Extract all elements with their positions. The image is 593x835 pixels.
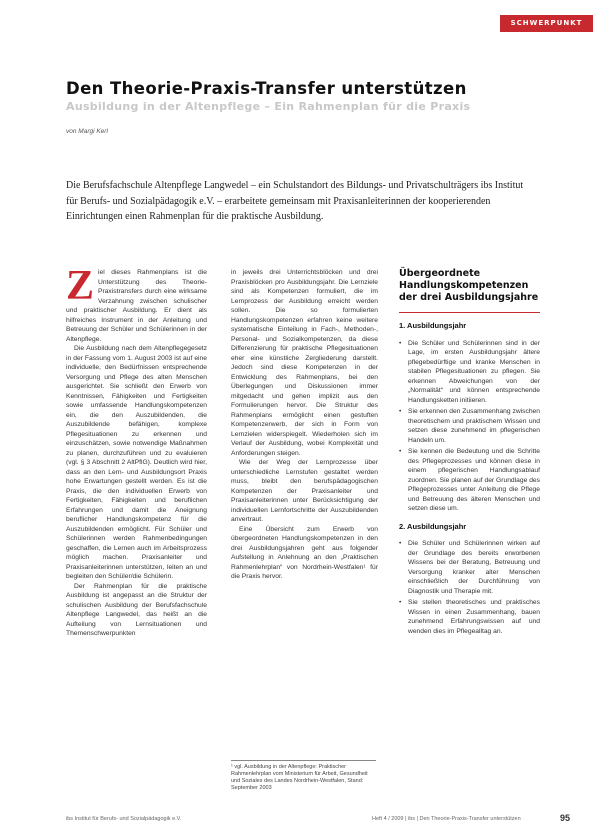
year-1-heading: 1. Ausbildungsjahr	[399, 321, 467, 330]
paragraph: Wie der Weg der Lernprozesse über unterschiedliche Lernstufen gestaltet werden muss, bleibt den berufspädagogischen Kompetenzen der Praxisanleiter und Praxisanleiterinnen unter Berücksichtigung der individuellen Lernfortschritte der Auszubildenden anvertraut.	[231, 459, 378, 523]
box-title: Übergeordnete Handlungskompetenzen der drei Ausbildungsjahre	[399, 268, 539, 303]
list-item: • Sie kennen die Bedeutung und die Schritte des Pflegeprozesses und können diese in einem pflegerischen Handlungsablauf zuordnen. Sie planen auf der Grundlage des Pflegeprozesses unter Anleitung die Pflege und Betreuung des älteren Menschen und setzen diese um.	[408, 447, 540, 514]
paragraph: Die Ausbildung nach dem Altenpflegegesetz in der Fassung vom 1. August 2003 ist auf eine individuelle, den Bedürfnissen entsprechende Versorgung und Pflege des alten Menschen ausgerichtet. Sie schließt den Erwerb von Kenntnissen, Fähigkeiten und Fertigkeiten sowie umfassende Handlungskompetenzen ein, die den Auszubildenden, die Auszubildende befähigen, komplexe Pflegesituationen zu erkennen und einzuschätzen, sowie notwendige Maßnahmen zu planen, durchzuführen und zu evaluieren (vgl. § 3 Abschnitt 2 AltPflG). Deutlich wird hier, dass an den Lern- und Ausbildungsort Praxis hohe Erwartungen gestellt werden. Es ist die Praxis, die den individuellen Erwerb von Fertigkeiten, Fähigkeiten und beruflichen Erfahrungen und damit die Aneignung beruflicher Handlungskompetenz für die Auszubildenden ermöglicht. Für Schüler und Schülerinnen werden Rahmenbedingungen geschaffen, die Lernen auch im Arbeitsprozess möglich machen. Praxisanleiter und Praxisanleiterinnen unterstützen, leiten an und begleiten den Schüler/die Schülerin.	[66, 345, 207, 580]
column-2	[231, 268, 378, 582]
article-title: Den Theorie-Praxis-Transfer unterstützen	[66, 79, 467, 98]
list-item: • Die Schüler und Schülerinnen wirken auf der Grundlage des bereits erworbenen Wissens bei der Beratung, Betreuung und Versorgung kranker alter Menschen einschließlich der Durchführung von Diagnostik und Therapie mit.	[408, 539, 540, 596]
year-2-list	[399, 539, 540, 636]
paragraph: Eine Übersicht zum Erwerb von übergeordneten Handlungskompetenzen in den drei Ausbildungsjahren geht aus folgender Aufstellung in Anlehnung an den „Praktischen Rahmenlehrplan“ von Nordrhein-Westfalen¹ für die Praxis hervor.	[231, 525, 378, 580]
page-number: 95	[560, 813, 571, 823]
article-lead: Die Berufsfachschule Altenpflege Langwedel – ein Schulstandort des Bildungs- und Privatschulträgers ibs Institut für Berufs- und Sozialpädagogik e.V. – erarbeitete gemeinsam mit Praxisanleiterinnen der kooperierenden Einrichtungen einen Rahmenplan für die praktische Ausbildung.	[66, 180, 524, 222]
list-item: • Sie stellen theoretisches und praktisches Wissen in einen Zusammenhang, bauen zunehmend Erfahrungswissen auf und wenden dies im Pflegealltag an.	[408, 598, 540, 636]
list-item: • Die Schüler und Schülerinnen sind in der Lage, im ersten Ausbildungsjahr ältere pflegebedürftige und kranke Menschen in stabilen Pflegesituationen zu pflegen. Sie erkennen Abweichungen von der „Normalität“ und können entsprechende Handlungsketten initiieren.	[408, 339, 540, 406]
section-tag: SCHWERPUNKT	[500, 15, 593, 32]
footer-left: ibs Institut für Berufs- und Sozialpädagogik e.V.	[66, 816, 182, 822]
paragraph: Der Rahmenplan für die praktische Ausbildung ist angepasst an die Struktur der schulischen Ausbildung der Berufsfachschule Altenpflege Langwedel, das heißt an die Aufteilung von Lernsituationen und Themenschwerpunkten	[66, 582, 207, 637]
box-divider	[399, 312, 540, 313]
footnote: ¹ vgl. Ausbildung in der Altenpflege: Praktischer Rahmenlehrplan vom Ministerium für Arbeit, Gesundheit und Soziales des Landes Nordrhein-Westfalen, Stand: September 2003	[231, 760, 376, 792]
column-1	[66, 263, 207, 639]
competency-box	[399, 268, 540, 638]
drop-cap: Z	[66, 263, 95, 309]
article-subtitle: Ausbildung in der Altenpflege – Ein Rahmenplan für die Praxis	[66, 100, 471, 113]
paragraph	[66, 263, 207, 344]
year-2-heading: 2. Ausbildungsjahr	[399, 521, 467, 531]
year-1-list	[399, 339, 540, 514]
list-item: • Sie erkennen den Zusammenhang zwischen theoretischem und praktischem Wissen und setzen diese zunehmend im pflegerischen Handeln um.	[408, 407, 540, 445]
paragraph: in jeweils drei Unterrichtsblöcken und drei Praxisblöcken pro Ausbildungsjahr. Die Lernziele sind als Kompetenzen formuliert, die im Lernprozess der Ausbildung erreicht werden sollen. Die so formulierten Handlungskompetenzen erfahren keine weitere systematische Einteilung in Fach-, Methoden-, Personal- und Sozialkompetenzen, da diese Differenzierung für praktische Pflegesituationen eher eine künstliche Zergliederung darstellt. Jedoch sind diese Kompetenzen in der Entwicklung des Rahmenplans, bei den Überlegungen und Diskussionen immer mitgedacht und gehen implizit aus den Formulierungen hervor. Die Struktur des Rahmenplans ermöglicht einen gestuften Kompetenzerwerb, der sich in Form von Lernzielen widerspiegelt. Wiederholen sich im Verlauf der Ausbildung, wobei Komplexität und Anforderungen steigen.	[231, 269, 378, 457]
footer-right: Heft 4 / 2009 | ibs | Den Theorie-Praxis-Transfer unterstützen	[372, 816, 521, 822]
paragraph-text: iel dieses Rahmenplans ist die Unterstützung des Theorie-Praxistransfers durch eine wirksame Verzahnung zwischen schulischer und praktischer Ausbildung. Er dient als hilfreiches Instrument in der Anleitung und Betreuung der Schüler und Schülerinnen in der Altenpflege.	[66, 269, 207, 343]
article-author: von Margi Kerl	[66, 128, 108, 135]
